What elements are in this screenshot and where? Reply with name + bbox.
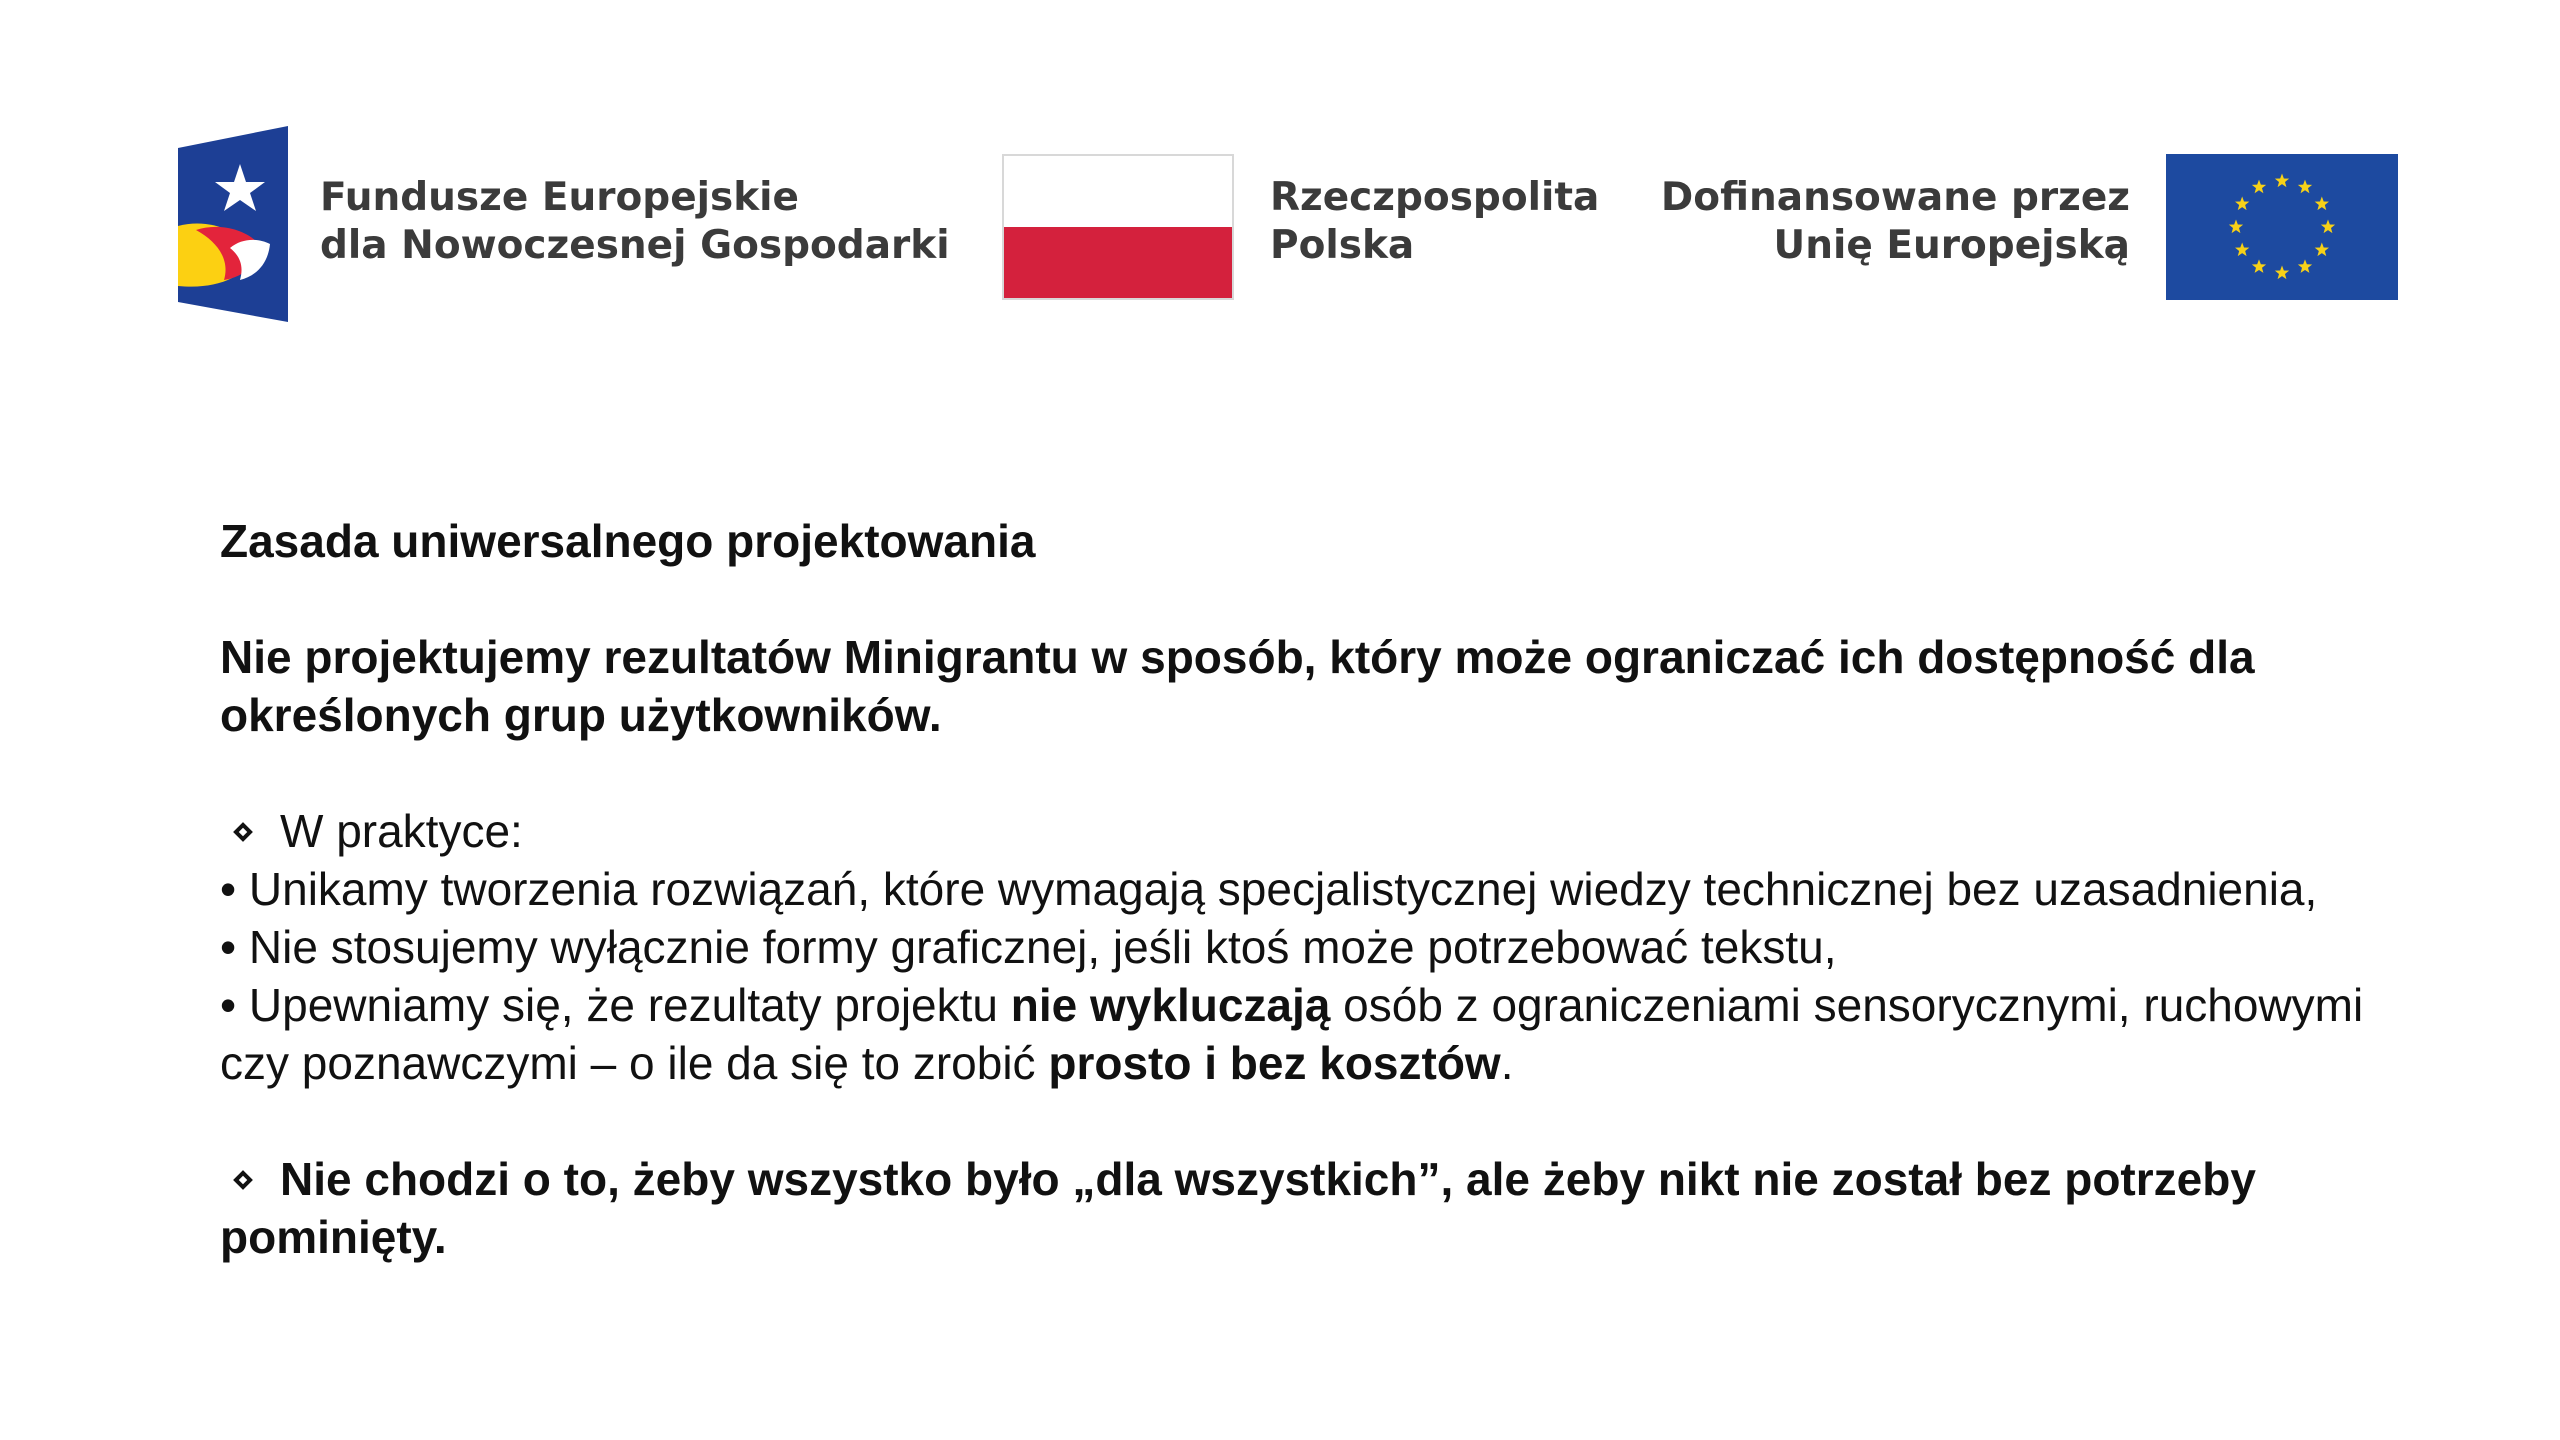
practice-section [220, 802, 2400, 1092]
closing-marker [220, 1153, 280, 1205]
section-heading: Zasada uniwersalnego projektowania [220, 515, 1036, 567]
fe-line2: dla Nowoczesnej Gospodarki [320, 223, 950, 268]
bullet3-bold-2: prosto i bez kosztów [1048, 1037, 1501, 1089]
eu-line2: Unię Europejską [1773, 223, 2130, 268]
eu-cofinanced-text [1661, 174, 2130, 270]
practice-header [220, 802, 2400, 860]
polish-flag-icon [1002, 154, 1234, 300]
bullet3-text-2: osób z ograniczeniami sensorycznymi, ruchowymi czy poznawczymi – o ile da się to zrobić [220, 979, 2364, 1089]
rzeczpospolita-polska-text [1270, 174, 1599, 270]
document-content [220, 512, 2400, 1266]
fe-line1: Fundusze Europejskie [320, 175, 799, 220]
closing-statement [220, 1150, 2400, 1266]
diamond-bullet-icon [233, 1170, 253, 1190]
lead-statement: Nie projektujemy rezultatów Minigrantu w sposób, który może ograniczać ich dostępność dla określonych grup użytkowników. [220, 631, 2255, 741]
diamond-bullet-icon [233, 822, 253, 842]
rp-line2: Polska [1270, 223, 1415, 268]
bullet3-end: . [1500, 1037, 1514, 1089]
bullet-item: • Unikamy tworzenia rozwiązań, które wymagają specjalistycznej wiedzy technicznej bez uzasadnienia, [220, 863, 2318, 915]
bullet-item: • Nie stosujemy wyłącznie formy graficznej, jeśli ktoś może potrzebować tekstu, [220, 921, 1837, 973]
fundusze-europejskie-text [320, 174, 950, 270]
logo-strip [178, 120, 2398, 320]
bullet-item [220, 976, 2400, 1092]
eu-flag-icon [2166, 154, 2398, 300]
eu-line1: Dofinansowane przez [1660, 175, 2130, 220]
rp-line1: Rzeczpospolita [1270, 175, 1600, 220]
practice-label: W praktyce: [280, 805, 523, 857]
closing-text: Nie chodzi o to, żeby wszystko było „dla wszystkich”, ale żeby nikt nie został bez potrzeby pominięty. [220, 1153, 2256, 1263]
fundusze-europejskie-logo-icon [178, 126, 288, 322]
bullet3-bold-1: nie wykluczają [1010, 979, 1331, 1031]
bullet3-text-1: • Upewniamy się, że rezultaty projektu [220, 979, 1011, 1031]
